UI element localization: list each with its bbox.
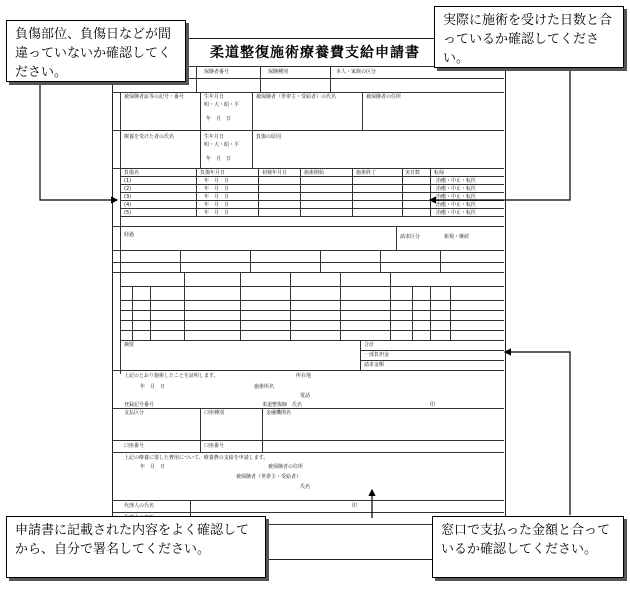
insurer-no-label: 保険者番号 [204, 69, 230, 75]
injury-date-header: 負傷年月日 [200, 170, 226, 176]
bank-type-label: 支払区分 [124, 410, 145, 416]
callout-injury-check: 負傷部位、負傷日などが間違っていないか確認してください。 [6, 20, 186, 82]
certification-text: 上記のとおり施術したことを証明します。 [124, 373, 219, 379]
certification-date: 年 月 日 [140, 384, 166, 390]
judo-therapist-label: 柔道整復師 氏名 [262, 402, 303, 408]
account-holder-label: 口座番号 [124, 443, 145, 449]
injury-row-2: (2) [124, 186, 132, 192]
facility-name-label: 施術所名 [254, 384, 275, 390]
copay-label: 一部負担金 [364, 352, 390, 358]
outcome-header: 転帰 [434, 170, 445, 176]
bank-name-label: 金融機関名 [266, 410, 292, 416]
subtotal-label: 合計 [364, 342, 375, 348]
agent-name-label: 代理人の氏名 [124, 503, 155, 509]
insured-name-label: 被保険者（世帯主・受給者）の氏名 [256, 94, 337, 100]
injury-name-header: 負傷名 [124, 170, 140, 176]
registration-no-label: 登録記号番号 [124, 402, 155, 408]
treatment-end-header: 施術終了 [356, 170, 377, 176]
claim-amount-label: 請求金額 [364, 362, 385, 368]
callout-days-check: 実際に施術を受けた日数と合っているか確認してください。 [434, 6, 624, 68]
injury-date-row-4: 年 月 日 [204, 202, 230, 208]
applicant-statement: 上記の療養に要した費用について、療養費の支給を申請します。 [124, 455, 269, 461]
birthday-ymd: 年 月 日 [206, 116, 232, 122]
injury-row-5: (5) [124, 210, 132, 216]
first-visit-header: 初検年月日 [262, 170, 288, 176]
request-type-label: 請求区分 [400, 234, 421, 240]
signature-name-label: 氏名 [300, 484, 311, 490]
patient-birthday-ymd: 年 月 日 [206, 156, 232, 162]
applicant-label: 被保険者（世帯主・受給者） [236, 474, 302, 480]
summary-label: 摘要 [124, 342, 135, 348]
arrow-amount [505, 352, 570, 515]
patient-birthday-label: 生年月日 [204, 134, 225, 140]
outcome-row-3: 治癒・中止・転医 [436, 194, 477, 200]
injury-row-1: (1) [124, 178, 132, 184]
agent-seal: 印 [352, 503, 358, 509]
person-type-label: 本人・家族の区分 [336, 69, 377, 75]
account-no-label: 口座番号 [204, 443, 225, 449]
injury-date-row-1: 年 月 日 [204, 178, 230, 184]
outcome-row-1: 治癒・中止・転医 [436, 178, 477, 184]
birthday-label: 生年月日 [204, 94, 225, 100]
application-date: 年 月 日 [140, 464, 166, 470]
injury-date-row-2: 年 月 日 [204, 186, 230, 192]
treatment-start-header: 施術開始 [304, 170, 325, 176]
applicant-address-label: 被保険者の住所 [268, 464, 304, 470]
injury-date-row-5: 年 月 日 [204, 210, 230, 216]
patient-name-label: 療養を受けた者の氏名 [124, 134, 175, 140]
request-values: 新規・継続 [444, 234, 470, 240]
address-label: 所在地 [296, 373, 312, 379]
era-values: 明・大・昭・平 [204, 102, 240, 108]
callout-amount-check: 窓口で支払った金額と合っているか確認してください。 [432, 516, 624, 578]
arrow-days [430, 70, 570, 200]
progress-label: 経過 [124, 232, 135, 238]
outcome-row-4: 治癒・中止・転医 [436, 202, 477, 208]
injury-row-4: (4) [124, 202, 132, 208]
phone-label: 電話 [300, 393, 311, 399]
outcome-row-2: 治癒・中止・転医 [436, 186, 477, 192]
outcome-row-5: 治癒・中止・転医 [436, 210, 477, 216]
treatment-days-header: 実日数 [405, 170, 421, 176]
injury-cause-label: 負傷の原因 [256, 134, 282, 140]
injury-row-3: (3) [124, 194, 132, 200]
injury-date-row-3: 年 月 日 [204, 194, 230, 200]
callout-sign-check: 申請書に記載された内容をよく確認してから、自分で署名してください。 [6, 516, 266, 578]
account-type-label: 口座種別 [204, 410, 225, 416]
therapist-seal: 印 [430, 402, 436, 408]
insured-mark-label: 被保険者証等の記号・番号 [124, 94, 185, 100]
insurer-type-label: 保険種別 [268, 69, 289, 75]
patient-era-values: 明・大・昭・平 [204, 142, 240, 148]
insured-address-label: 被保険者の住所 [366, 94, 402, 100]
form-title: 柔道整復施術療養費支給申請書 [210, 45, 420, 61]
arrow-injury [40, 82, 117, 200]
